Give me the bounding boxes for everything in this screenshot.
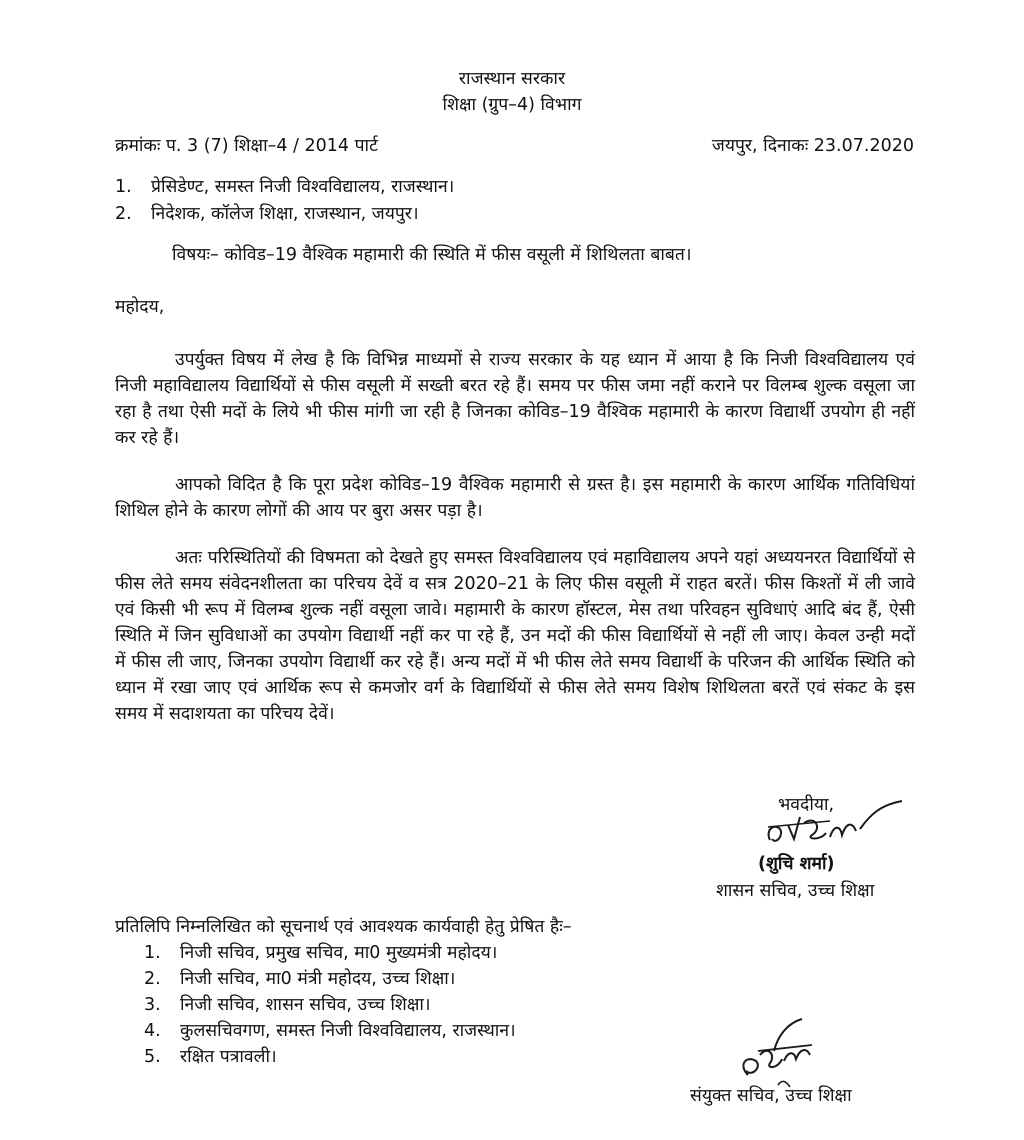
copy-item-number: 1.: [144, 943, 161, 963]
copy-item-text: रक्षित पत्रावली।: [180, 1047, 277, 1067]
copy-item: [144, 940, 497, 966]
recipient-number: 2.: [115, 204, 132, 224]
copy-intro: प्रतिलिपि निम्नलिखित को सूचनार्थ एवं आवश्यक कार्यवाही हेतु प्रेषित हैः–: [115, 917, 572, 937]
recipient-item: [115, 201, 419, 227]
paragraph-text: उपर्युक्त विषय में लेख है कि विभिन्न माध्यमों से राज्य सरकार के यह ध्यान में आया है कि निजी विश्वविद्यालय एवं निजी महाविद्यालय विद्यार्थियों से फीस वसूली में सख्ती बरत रहे हैं। समय पर फीस जमा नहीं कराने पर विलम्ब शुल्क वसूला जा रहा है तथा ऐसी मदों के लिये भी फीस मांगी जा रही है जिनका कोविड–19 वैश्विक महामारी के कारण विद्यार्थी उपयोग ही नहीं कर रहे हैं।: [115, 350, 915, 448]
copy-item-number: 2.: [144, 969, 161, 989]
joint-secretary-signature-image: [728, 1015, 828, 1090]
place-date: जयपुर, दिनाकः 23.07.2020: [711, 136, 914, 156]
copy-item-text: निजी सचिव, शासन सचिव, उच्च शिक्षा।: [180, 995, 431, 1015]
copy-item-number: 4.: [144, 1021, 161, 1041]
signature-image: [760, 795, 910, 855]
copy-item-number: 3.: [144, 995, 161, 1015]
closing-yours: भवदीया,: [778, 795, 835, 815]
recipient-text: निदेशक, कॉलेज शिक्षा, राजस्थान, जयपुर।: [151, 204, 419, 224]
recipient-text: प्रेसिडेण्ट, समस्त निजी विश्वविद्यालय, राजस्थान।: [151, 177, 455, 197]
recipient-number: 1.: [115, 177, 132, 197]
joint-secretary-designation: संयुक्त सचिव, उच्च शिक्षा: [690, 1086, 852, 1106]
government-heading: राजस्थान सरकार: [458, 69, 566, 89]
department-heading: शिक्षा (ग्रुप–4) विभाग: [442, 95, 582, 115]
body-paragraph-1: [115, 347, 915, 451]
subject-line: विषयः– कोविड–19 वैश्विक महामारी की स्थिति में फीस वसूली में शिथिलता बाबत।: [172, 245, 692, 265]
copy-item-text: निजी सचिव, प्रमुख सचिव, मा0 मुख्यमंत्री महोदय।: [180, 943, 498, 963]
signatory-name: (शुचि शर्मा): [758, 854, 835, 874]
body-paragraph-2: [115, 472, 915, 524]
paragraph-text: अतः परिस्थितियों की विषमता को देखते हुए समस्त विश्वविद्यालय एवं महाविद्यालय अपने यहां अध्ययनरत विद्यार्थियों से फीस लेते समय संवेदनशीलता का परिचय देवें व सत्र 2020–21 के लिए फीस वसूली में राहत बरतें। फीस किश्तों में ली जावे एवं किसी भी रूप में विलम्ब शुल्क नहीं वसूला जावे। महामारी के कारण हॉस्टल, मेस तथा परिवहन सुविधाएं आदि बंद हैं, ऐसी स्थिति में जिन सुविधाओं का उपयोग विद्यार्थी नहीं कर पा रहे हैं, उन मदों की फीस विद्यार्थियों से नहीं ली जाए। केवल उन्ही मदों में फीस ली जाए, जिनका उपयोग विद्यार्थी कर रहे हैं। अन्य मदों में भी फीस लेते समय विद्यार्थी के परिजन की आर्थिक स्थिति को ध्यान में रखा जाए एवं आर्थिक रूप से कमजोर वर्ग के विद्यार्थियों से फीस लेते समय विशेष शिथिलता बरतें एवं संकट के इस समय में सदाशयता का परिचय देवें।: [115, 548, 915, 724]
body-paragraph-3: [115, 545, 915, 727]
recipient-item: [115, 174, 454, 200]
copy-item: [144, 966, 455, 992]
copy-item-text: निजी सचिव, मा0 मंत्री महोदय, उच्च शिक्षा।: [180, 969, 456, 989]
copy-item: [144, 1018, 516, 1044]
salutation: महोदय,: [115, 297, 165, 317]
copy-item-number: 5.: [144, 1047, 161, 1067]
reference-number: क्रमांकः प. 3 (7) शिक्षा–4 / 2014 पार्ट: [115, 136, 378, 156]
paragraph-text: आपको विदित है कि पूरा प्रदेश कोविड–19 वैश्विक महामारी से ग्रस्त है। इस महामारी के कारण आर्थिक गतिविधियां शिथिल होने के कारण लोगों की आय पर बुरा असर पड़ा है।: [115, 475, 915, 521]
signatory-designation: शासन सचिव, उच्च शिक्षा: [716, 881, 875, 901]
copy-item-text: कुलसचिवगण, समस्त निजी विश्वविद्यालय, राजस्थान।: [180, 1021, 516, 1041]
copy-item: [144, 992, 431, 1018]
copy-item: [144, 1044, 277, 1070]
